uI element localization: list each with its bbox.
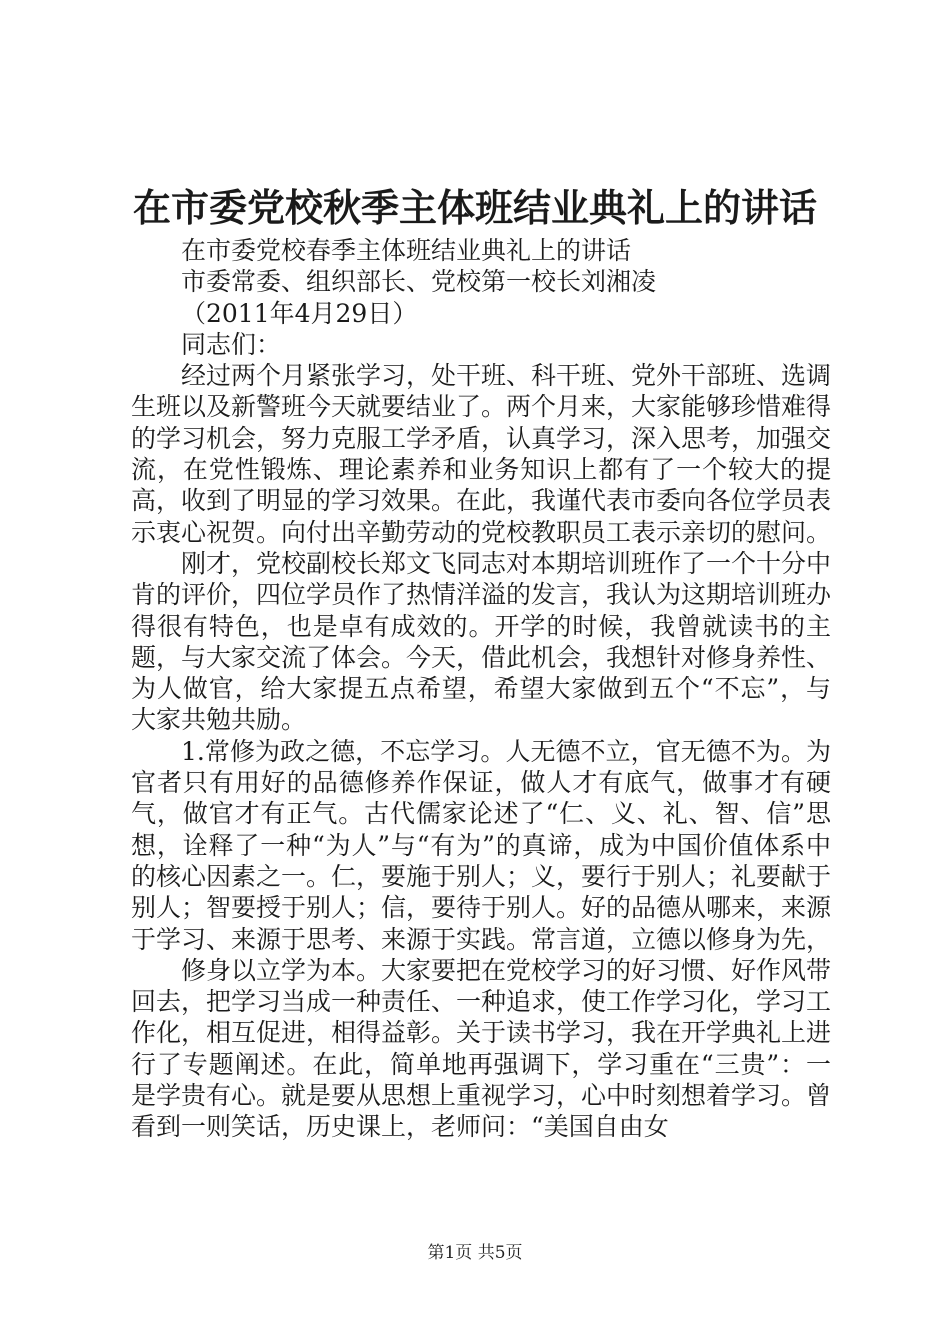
body-paragraph: 1.常修为政之德，不忘学习。人无德不立，官无德不为。为官者只有用好的品德修养作保证，做人才有底气，做事才有硬气，做官才有正气。古代儒家论述了“仁、义、礼、智、信”思想，诠释了一种“为人”与“有为”的真谛，成为中国价值体系中的核心因素之一。仁，要施于别人；义，要行于别人；礼要献于别人；智要授于别人；信，要待于别人。好的品德从哪来，来源于学习、来源于思考、来源于实践。常言道，立德以修身为先， <box>131 736 832 954</box>
body-paragraph: 经过两个月紧张学习，处干班、科干班、党外干部班、选调生班以及新警班今天就要结业了。两个月来，大家能够珍惜难得的学习机会，努力克服工学矛盾，认真学习，深入思考，加强交流，在党性锻炼、理论素养和业务知识上都有了一个较大的提高，收到了明显的学习效果。在此，我谨代表市委向各位学员表示衷心祝贺。向付出辛勤劳动的党校教职员工表示亲切的慰问。 <box>131 361 832 547</box>
body-paragraph: 修身以立学为本。大家要把在党校学习的好习惯、好作风带回去，把学习当成一种责任、一种追求，使工作学习化，学习工作化，相互促进，相得益彰。关于读书学习，我在开学典礼上进行了专题阐述。在此，简单地再强调下，学习重在“三贵”：一是学贵有心。就是要从思想上重视学习，心中时刻想着学习。曾看到一则笑话，历史课上，老师问：“美国自由女 <box>131 955 832 1142</box>
speaker-paragraph: 市委常委、组织部长、党校第一校长刘湘凌 <box>181 267 657 297</box>
body-paragraph: 刚才，党校副校长郑文飞同志对本期培训班作了一个十分中肯的评价，四位学员作了热情洋溢的发言，我认为这期培训班办得很有特色，也是卓有成效的。开学的时候，我曾就读书的主题，与大家交流了体会。今天，借此机会，我想针对修身养性、为人做官，给大家提五点希望，希望大家做到五个“不忘”，与大家共勉共励。 <box>131 548 832 735</box>
document-body <box>131 235 831 1143</box>
date-paragraph: （2011年4月29日） <box>181 298 418 328</box>
page-number-label: 第1页 共5页 <box>427 1243 523 1263</box>
page-footer <box>0 1241 950 1265</box>
document-title: 在市委党校秋季主体班结业典礼上的讲话 <box>132 185 817 230</box>
salutation-paragraph: 同志们： <box>181 329 282 359</box>
subtitle-paragraph: 在市委党校春季主体班结业典礼上的讲话 <box>181 236 632 265</box>
